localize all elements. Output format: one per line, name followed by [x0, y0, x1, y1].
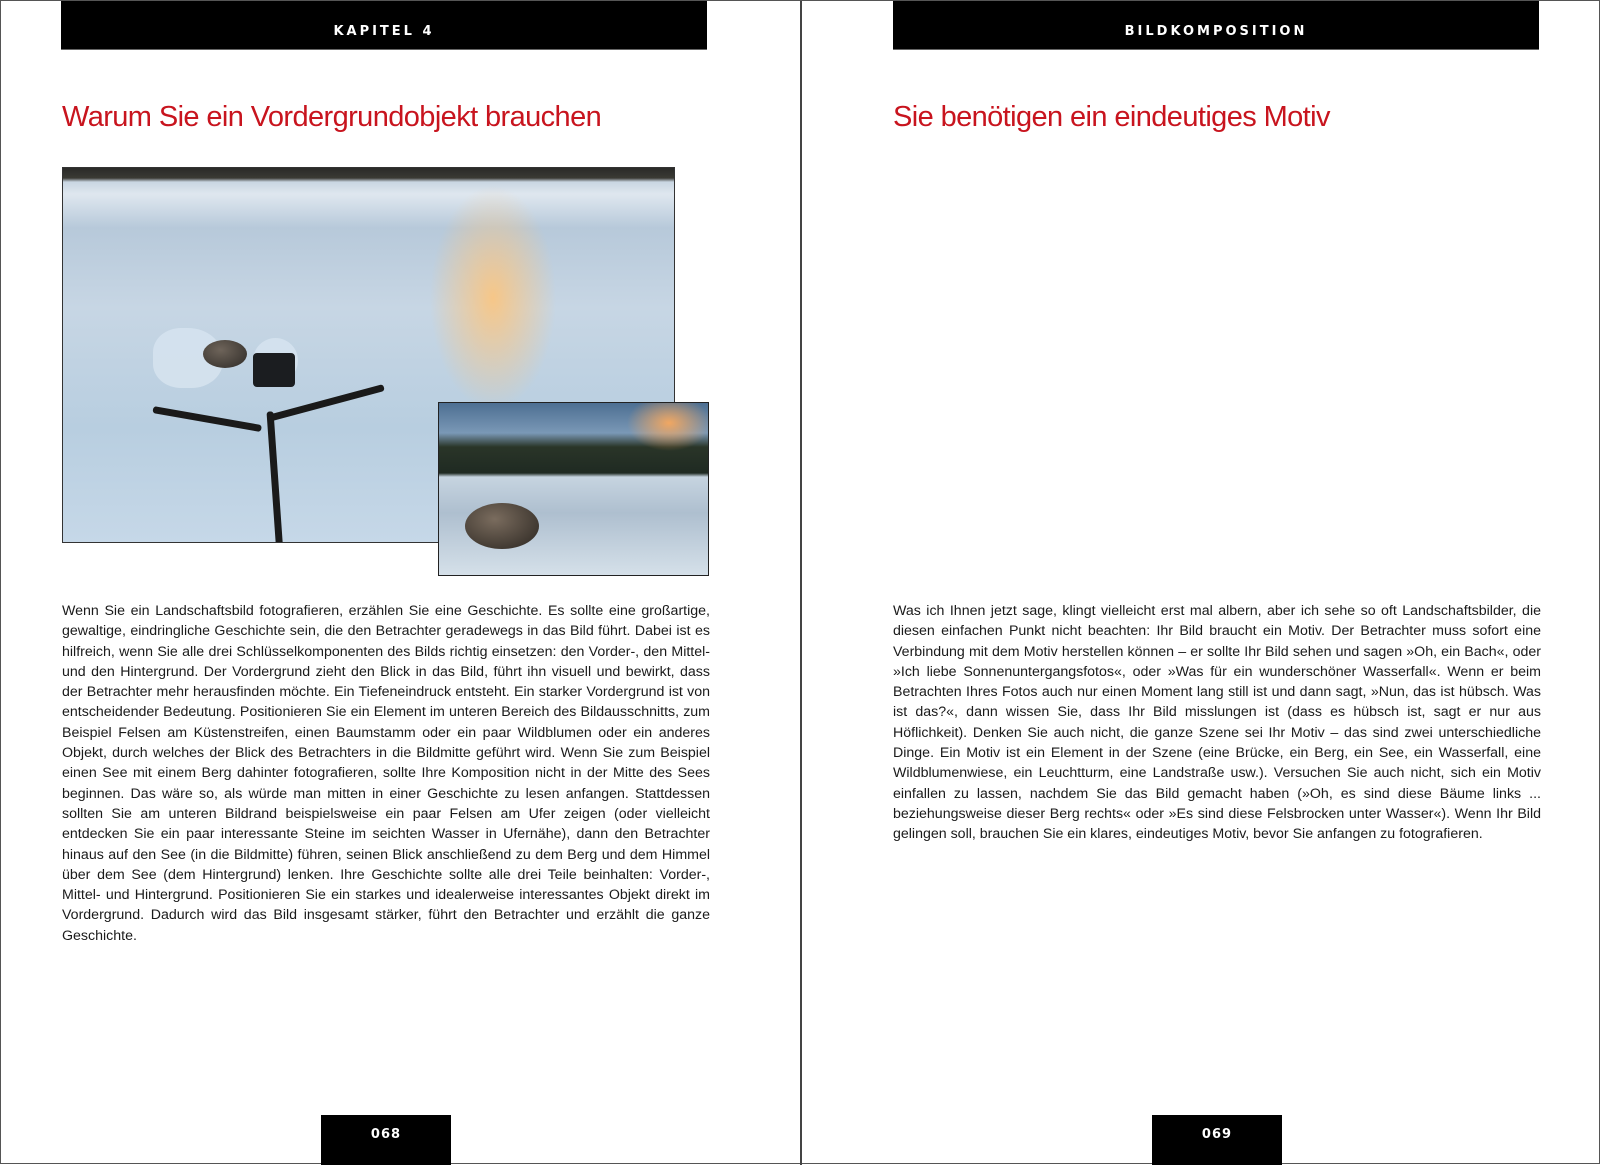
page-number: 069: [1152, 1115, 1282, 1165]
section-title: Warum Sie ein Vordergrundobjekt brauchen: [62, 101, 602, 133]
camera: [253, 353, 295, 387]
right-page: [801, 1, 1600, 1165]
tripod-leg: [152, 406, 262, 432]
body-text: Was ich Ihnen jetzt sage, klingt vielleicht erst mal albern, aber ich sehe so oft Landschaftsbilder, die diesen einfachen Punkt nicht beachten: Ihr Bild braucht ein Motiv. Der Betrachter muss sofort eine Verbindung mit dem Motiv herstellen können – er sollte Ihr Bild sehen und sagen »Oh, ein Bach«, oder »Ich liebe Sonnenuntergangsfotos«, oder »Was für ein wunderschöner Wasserfall«. Wenn er beim Betrachten Ihres Fotos auch nur einen Moment lang still ist und dann sagt, »Nun, das ist hübsch. Was ist das?«, dann wissen Sie, dass Ihr Bild misslungen ist (dass es hübsch ist, sagt er nur aus Höflichkeit). Denken Sie auch nicht, die ganze Szene sei Ihr Motiv – das sind zwei unterschiedliche Dinge. Ein Motiv ist ein Element in der Szene (eine Brücke, ein Berg, ein See, ein Wasserfall, eine Wildblumenwiese, ein Leuchtturm, eine Landstraße usw.). Versuchen Sie auch nicht, sich ein Motiv einfallen zu lassen, nachdem Sie das Bild gemacht haben (»Oh, es sind diese Bäume links ... beziehungsweise dieser Berg rechts« oder »Es sind diese Felsbrocken unter Wasser«). Wenn Ihr Bild gelingen soll, brauchen Sie ein klares, eindeutiges Motiv, bevor Sie anfangen zu fotografieren.: [893, 603, 1541, 843]
photo-inset-result: [438, 402, 709, 576]
running-head-chapter: KAPITEL 4: [61, 1, 707, 50]
page-number: 068: [321, 1115, 451, 1165]
rock: [465, 503, 539, 549]
left-page: [1, 1, 800, 1165]
running-head-section: BILDKOMPOSITION: [893, 1, 1539, 50]
tripod-leg: [267, 411, 283, 543]
tripod-leg: [267, 384, 385, 422]
rock: [203, 340, 247, 368]
section-title: Sie benötigen ein eindeutiges Motiv: [893, 101, 1330, 133]
body-text: Wenn Sie ein Landschaftsbild fotografieren, erzählen Sie eine Geschichte. Es sollte eine großartige, gewaltige, eindringliche Geschichte sein, die den Betrachter geradewegs in das Bild führt. Dabei ist es hilfreich, wenn Sie alle drei Schlüsselkomponenten des Bilds richtig einsetzen: den Vorder-, den Mittel- und den Hintergrund. Der Vordergrund zieht den Blick in das Bild, führt ihn visuell und bewirkt, dass der Betrachter mehr herausfinden möchte. Ein Tiefeneindruck entsteht. Ein starker Vordergrund ist von entscheidender Bedeutung. Positionieren Sie ein Element im unteren Bereich des Bildausschnitts, zum Beispiel Felsen am Küstenstreifen, einen Baumstamm oder ein paar Wildblumen oder ein anderes Objekt, durch welches der Blick des Betrachters in die Bildmitte geführt wird. Wenn Sie zum Beispiel einen See mit einem Berg dahinter fotografieren, sollte Ihre Komposition nicht in der Mitte des Sees beginnen. Das wäre so, als würde man mitten in einer Geschichte zu lesen anfangen. Stattdessen sollten Sie am unteren Bildrand beispielsweise ein paar Felsen am Ufer zeigen (oder vielleicht entdecken Sie ein paar interessante Steine im seichten Wasser in Ufernähe), dann den Betrachter hinaus auf den See (in die Bildmitte) führen, seinen Blick anschließend zu dem Berg und dem Himmel über dem See (dem Hintergrund) lenken. Ihre Geschichte sollte alle drei Teile beinhalten: Vorder-, Mittel- und Hintergrund. Positionieren Sie ein starkes und idealerweise interessantes Objekt direkt im Vordergrund. Dadurch wird das Bild insgesamt stärker, führt den Betrachter und erzählt die ganze Geschichte.: [62, 603, 710, 944]
